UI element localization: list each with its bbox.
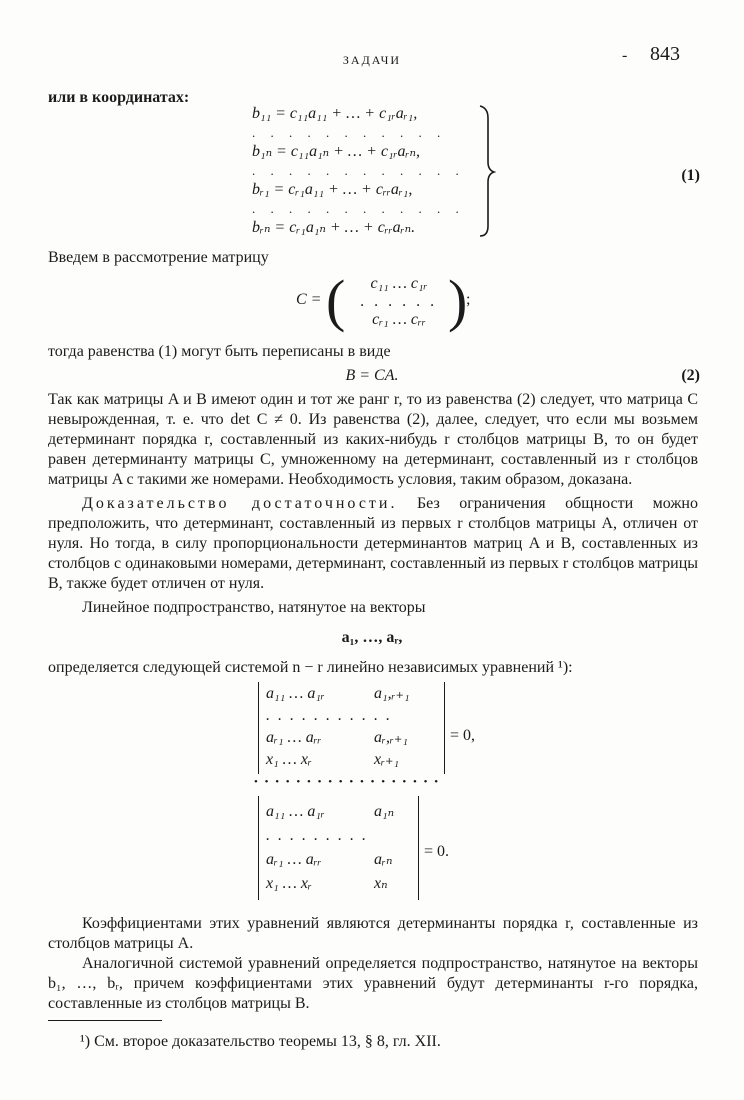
det1-cell: aᵣ₁ … aᵣᵣ (266, 729, 322, 746)
sufficiency-heading: Доказательство достаточности. (82, 495, 398, 512)
paragraph-necessity-text: Так как матрицы A и B имеют один и тот же ранг r, то из равенства (2) следует, что матрица C невырожденная, т. е. что det C ≠ 0. Из равенства (2), далее, следует, что если мы возьмем детерминант порядка r, составленный из каких-нибудь r столбцов матрицы B, то он будет равен детерминанту матрицы C, умноженному на детерминант, составленный из r столбцов матрицы A с такими же номерами. Необходимость условия, таким образом, доказана. (48, 391, 698, 488)
det1-cell: a₁,ᵣ₊₁ (374, 685, 410, 702)
system1-dots-1: . . . . . . . . . . . (252, 125, 447, 140)
det2-rhs: = 0. (424, 843, 450, 860)
paragraph-subspace-text: Линейное подпространство, натянутое на векторы (82, 599, 426, 616)
det2-right-bar (418, 796, 419, 900)
det1-dots: . . . . . . . . . . . (266, 707, 392, 724)
paragraph-system-def-text: определяется следующей системой n − r линейно независимых уравнений ¹): (48, 659, 573, 676)
header-dash: - (622, 47, 628, 64)
intro-text: или в координатах: (48, 89, 190, 106)
paragraph-coefficients-b-text: Аналогичной системой уравнений определяется подпространство, натянутое на векторы b₁, …, bᵣ, причем коэффициентами этих уравнений будут детерминанты r-го порядка, составленные из столбцов матрицы B. (48, 955, 698, 1012)
matrix-c-left-paren: ( (326, 268, 346, 333)
paragraph-coefficients-a-text: Коэффициентами этих уравнений являются детерминанты порядка r, составленные из столбцов матрицы A. (48, 915, 698, 952)
matrix-c-row-2: . . . . . . (360, 293, 438, 310)
paragraph-system-def (48, 658, 698, 678)
running-header-title: ЗАДАЧИ (342, 53, 402, 67)
equation-2: B = CA. (345, 367, 399, 384)
equation-number-2: (2) (681, 367, 700, 384)
determinant-2 (266, 802, 416, 898)
footnote: ¹) См. второе доказательство теоремы 13, § 8, гл. XII. (80, 1033, 441, 1050)
det1-rhs: = 0, (450, 727, 476, 744)
paragraph-sufficiency (48, 494, 698, 594)
system1-line-1: b₁₁ = c₁₁a₁₁ + … + c₁ᵣaᵣ₁, (252, 105, 418, 122)
system1-brace (476, 104, 496, 238)
det1-cell: aᵣ,ᵣ₊₁ (374, 729, 408, 746)
equation-number-1: (1) (681, 167, 700, 184)
footnote-rule (48, 1020, 162, 1021)
page-number: 843 (650, 43, 680, 65)
det2-cell: xₙ (374, 875, 388, 892)
sufficiency-text: Без ограничения общности можно предположить, что детерминант, составленный из первых r столбцов матрицы A, отличен от нуля. Но тогда, в силу пропорциональности детерминантов матриц A и B, составленных из столбцов с одинаковыми номерами, детерминант, составленный из первых r столбцов матрицы B, также будет отличен от нуля. (48, 495, 699, 592)
vectors-a: a₁, …, aᵣ, (341, 629, 403, 646)
det2-cell: a₁₁ … a₁ᵣ (266, 803, 325, 820)
det2-cell: aᵣ₁ … aᵣᵣ (266, 851, 322, 868)
det1-cell: a₁₁ … a₁ᵣ (266, 685, 325, 702)
det1-cell: xᵣ₊₁ (374, 751, 400, 768)
matrix-c-semicolon: ; (466, 291, 471, 308)
det1-left-bar (258, 682, 259, 774)
matrix-c-body (346, 274, 452, 328)
matrix-c-row-3: cᵣ₁ … cᵣᵣ (372, 311, 426, 328)
matrix-intro-text: Введем в рассмотрение матрицу (48, 249, 269, 266)
between-determinants-dots: • • • • • • • • • • • • • • • • • • (254, 776, 441, 788)
det2-cell: aᵣₙ (374, 851, 393, 868)
paragraph-subspace (48, 598, 698, 618)
det2-cell: x₁ … xᵣ (266, 875, 312, 892)
paragraph-coefficients-a (48, 914, 698, 954)
paragraph-sufficiency-body (48, 494, 698, 594)
determinant-1 (266, 684, 440, 772)
system1-line-2: b₁ₙ = c₁₁a₁ₙ + … + c₁ᵣaᵣₙ, (252, 143, 420, 160)
system1-line-3: bᵣ₁ = cᵣ₁a₁₁ + … + cᵣᵣaᵣ₁, (252, 181, 413, 198)
matrix-c-lhs: C = (296, 291, 322, 308)
det1-right-bar (444, 682, 445, 774)
matrix-c-row-1: c₁₁ … c₁ᵣ (370, 275, 428, 292)
det1-cell: x₁ … xᵣ (266, 751, 312, 768)
rewrite-text: тогда равенства (1) могут быть переписаны в виде (48, 343, 391, 360)
system1-line-4: bᵣₙ = cᵣ₁a₁ₙ + … + cᵣᵣaᵣₙ. (252, 219, 416, 236)
det2-left-bar (258, 796, 259, 900)
system1-dots-3: . . . . . . . . . . . . (252, 201, 465, 216)
det2-dots: . . . . . . . . . (266, 827, 368, 844)
system1-dots-2: . . . . . . . . . . . . (252, 163, 465, 178)
matrix-c-right-paren: ) (448, 268, 468, 333)
det2-cell: a₁ₙ (374, 803, 395, 820)
paragraph-necessity (48, 390, 698, 490)
equation-system-1 (252, 104, 482, 237)
paragraph-coefficients-b (48, 954, 698, 1014)
